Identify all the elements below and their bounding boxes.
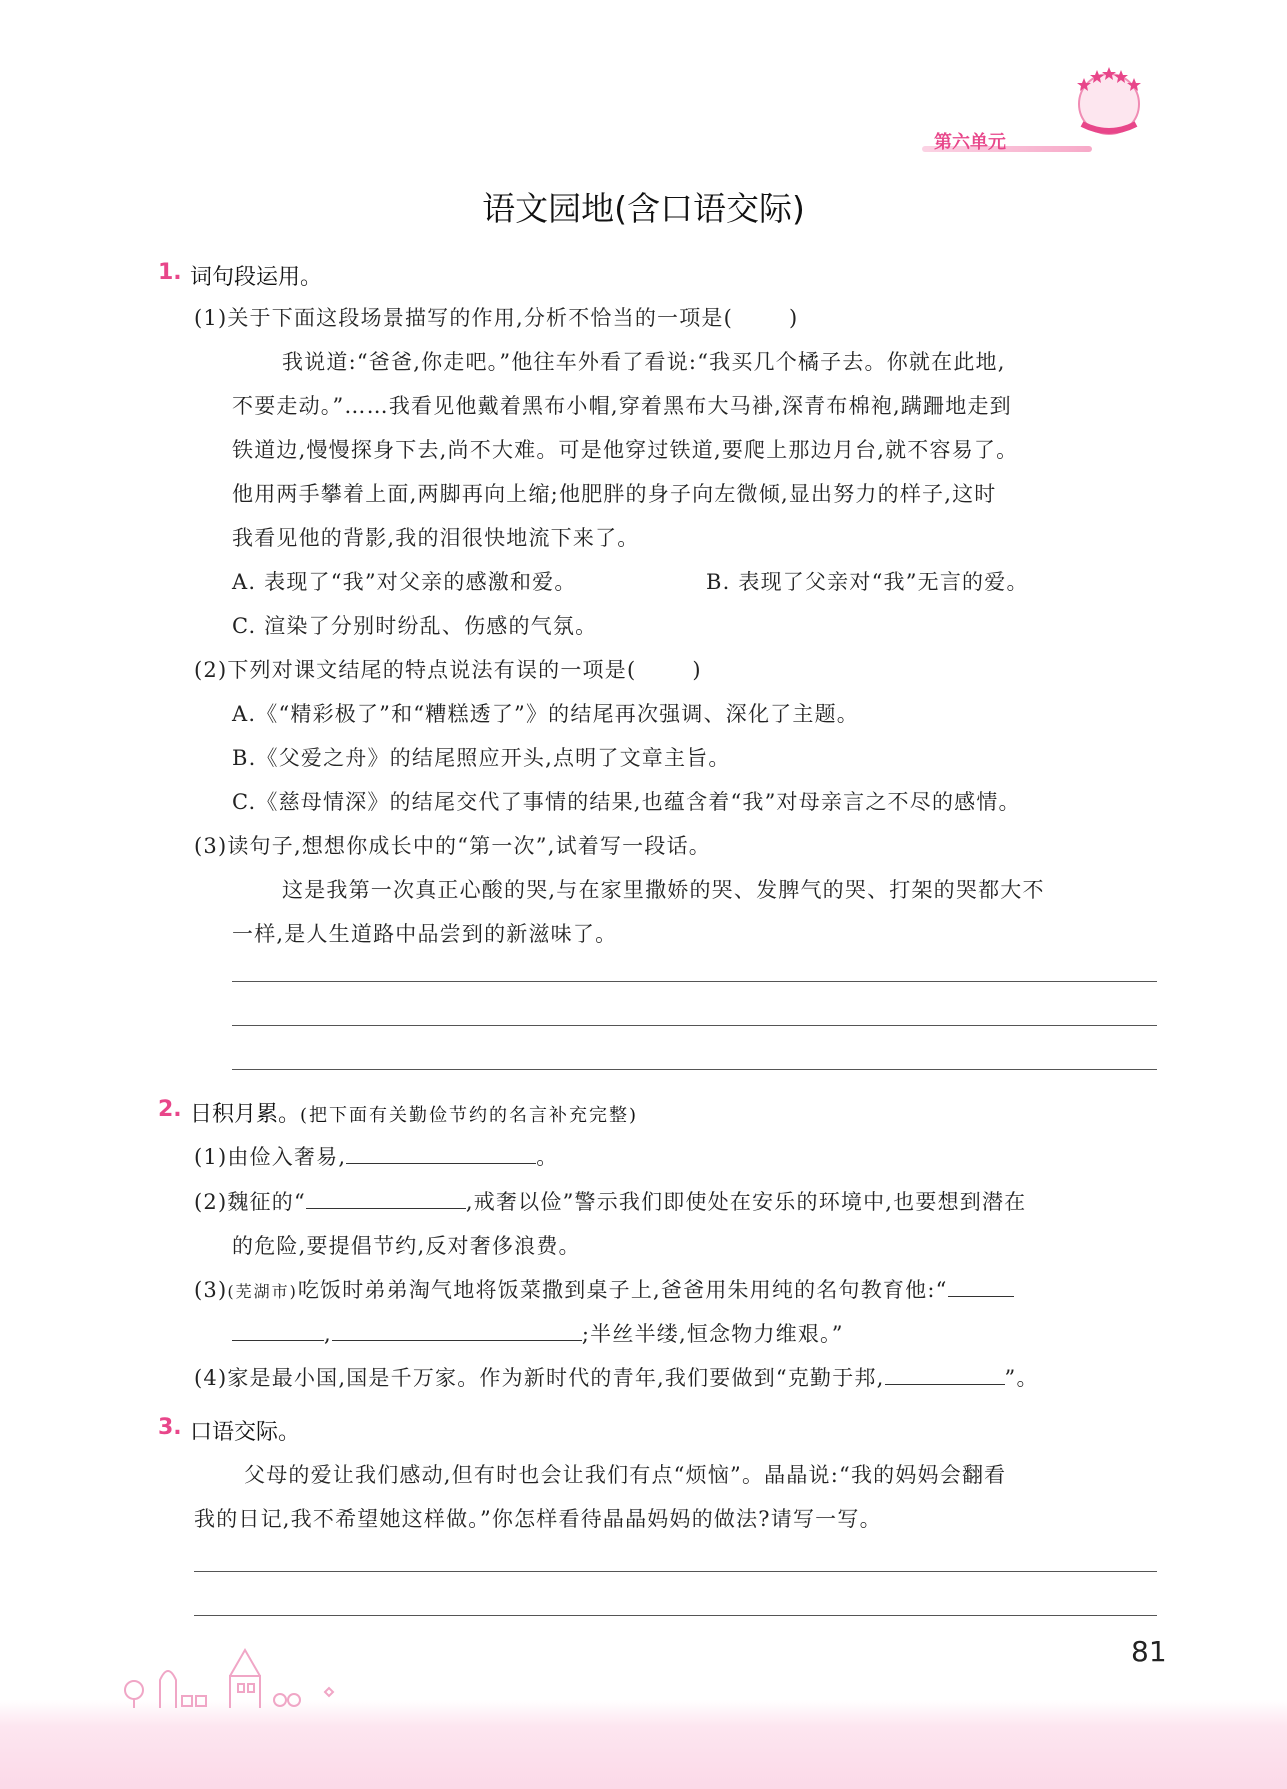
q2-title: 日积月累。(把下面有关勤俭节约的名言补充完整): [190, 1102, 639, 1127]
q2-s3-cont: , ;半丝半缕,恒念物力维艰。”: [232, 1318, 844, 1348]
fill-blank[interactable]: [346, 1145, 536, 1164]
q2-s4: (4)家是最小国,国是千万家。作为新时代的青年,我们要做到“克勤于邦, ”。: [194, 1366, 1039, 1390]
option-c: C.《慈母情深》的结尾交代了事情的结果,也蕴含着“我”对母亲言之不尽的感情。: [232, 790, 1021, 814]
option-a: A. 表现了“我”对父亲的感激和爱。: [232, 570, 577, 594]
q2-hint: (把下面有关勤俭节约的名言补充完整): [300, 1105, 639, 1126]
region-tag: (芜湖市): [227, 1282, 298, 1301]
passage-line: 我看见他的背影,我的泪很快地流下来了。: [232, 526, 640, 550]
page-number: 81: [1131, 1635, 1167, 1668]
fill-blank[interactable]: [885, 1366, 1005, 1385]
writing-line[interactable]: [232, 1069, 1157, 1070]
q2-s2: (2)魏征的“ ,戒奢以俭”警示我们即使处在安乐的环境中,也要想到潜在: [194, 1190, 1027, 1214]
q1-sub3-stem: (3)读句子,想想你成长中的“第一次”,试着写一段话。: [194, 834, 711, 858]
passage-line: 铁道边,慢慢探身下去,尚不大难。可是他穿过铁道,要爬上那边月台,就不容易了。: [232, 438, 1019, 462]
option-b: B. 表现了父亲对“我”无言的爱。: [706, 570, 1029, 594]
q2-s1: (1)由俭入奢易, 。: [194, 1145, 559, 1169]
fill-blank[interactable]: [232, 1322, 324, 1341]
option-c: C. 渲染了分别时纷乱、伤感的气氛。: [232, 614, 598, 638]
writing-line[interactable]: [194, 1615, 1157, 1616]
option-b: B.《父爱之舟》的结尾照应开头,点明了文章主旨。: [232, 746, 731, 770]
passage-line: 父母的爱让我们感动,但有时也会让我们有点“烦恼”。晶晶说:“我的妈妈会翻看: [244, 1463, 1007, 1487]
passage-line: 这是我第一次真正心酸的哭,与在家里撒娇的哭、发脾气的哭、打架的哭都大不: [282, 878, 1045, 902]
q3-title: 口语交际。: [190, 1420, 301, 1445]
unit-label: 第六单元: [934, 132, 1006, 153]
fill-blank[interactable]: [948, 1278, 1014, 1297]
page-title: 语文园地(含口语交际): [482, 189, 805, 228]
passage-line: 一样,是人生道路中品尝到的新滋味了。: [232, 922, 618, 946]
writing-line[interactable]: [232, 981, 1157, 982]
q1-sub2-stem: (2)下列对课文结尾的特点说法有误的一项是( ): [194, 658, 702, 682]
publisher-logo: [1070, 62, 1148, 140]
fill-blank[interactable]: [332, 1322, 582, 1341]
passage-line: 我的日记,我不希望她这样做。”你怎样看待晶晶妈妈的做法?请写一写。: [194, 1507, 882, 1531]
passage-line: 不要走动。”……我看见他戴着黑布小帽,穿着黑布大马褂,深青布棉袍,蹒跚地走到: [232, 394, 1012, 418]
q2-s2-cont: 的危险,要提倡节约,反对奢侈浪费。: [232, 1234, 581, 1258]
option-a: A.《“精彩极了”和“糟糕透了”》的结尾再次强调、深化了主题。: [232, 702, 859, 726]
footer-band: [0, 1700, 1287, 1789]
castle-decoration-icon: [120, 1640, 340, 1710]
writing-line[interactable]: [194, 1571, 1157, 1572]
passage-line: 他用两手攀着上面,两脚再向上缩;他肥胖的身子向左微倾,显出努力的样子,这时: [232, 482, 997, 506]
fill-blank[interactable]: [306, 1190, 466, 1209]
writing-line[interactable]: [232, 1025, 1157, 1026]
q3-number: 3.: [158, 1415, 182, 1440]
q1-sub1-stem: (1)关于下面这段场景描写的作用,分析不恰当的一项是( ): [194, 306, 799, 330]
q2-number: 2.: [158, 1097, 182, 1122]
q1-number: 1.: [158, 260, 182, 285]
passage-line: 我说道:“爸爸,你走吧。”他往车外看了看说:“我买几个橘子去。你就在此地,: [282, 350, 1006, 374]
q1-title: 词句段运用。: [190, 265, 323, 290]
q2-s3: (3)(芜湖市)吃饭时弟弟淘气地将饭菜撒到桌子上,爸爸用朱用纯的名句教育他:“: [194, 1274, 1014, 1304]
